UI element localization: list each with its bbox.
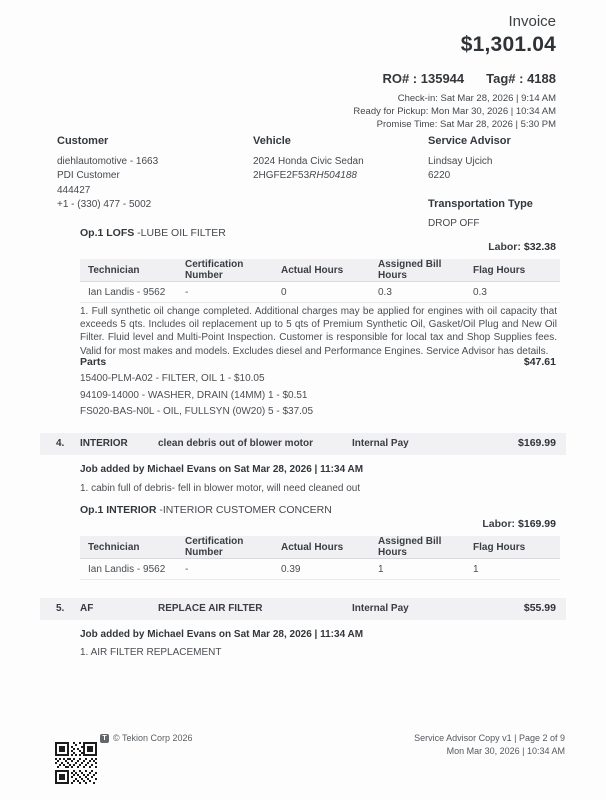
- cell-flag-hours: 0.3: [473, 286, 487, 298]
- job4-description: clean debris out of blower motor: [158, 438, 314, 449]
- cell-certification-number: -: [185, 563, 189, 575]
- job5-code: AF: [80, 603, 94, 614]
- col-assigned-bill-hours: Assigned Bill Hours: [378, 259, 442, 281]
- col-flag-hours: Flag Hours: [473, 541, 526, 553]
- advisor-name: Lindsay Ujcich: [428, 155, 493, 167]
- customer-block: [57, 134, 253, 232]
- job5-amount: $55.99: [523, 602, 556, 614]
- job5-note: 1. AIR FILTER REPLACEMENT: [80, 647, 222, 658]
- job1-technician-table: [80, 259, 560, 303]
- parts-label: Parts: [80, 356, 107, 368]
- advisor-block: [428, 134, 560, 232]
- job4-band: [40, 433, 566, 455]
- parts-header: [80, 356, 556, 368]
- job4-code: INTERIOR: [80, 438, 128, 449]
- vehicle-title: Vehicle: [253, 135, 291, 147]
- advisor-title: Service Advisor: [428, 135, 511, 147]
- table-header-row: [80, 259, 560, 282]
- copyright-line: [100, 733, 193, 743]
- col-actual-hours: Actual Hours: [281, 541, 344, 553]
- tag-number: Tag# : 4188: [486, 71, 556, 86]
- part-line-oil-filter: 15400-PLM-A02 - FILTER, OIL 1 - $10.05: [80, 373, 265, 384]
- vehicle-block: [253, 134, 428, 232]
- customer-name: diehlautomotive - 1663: [57, 155, 159, 167]
- job5-added-by: Job added by Michael Evans on Sat Mar 28, 2026 | 11:34 AM: [80, 629, 364, 640]
- customer-number: 444427: [57, 184, 91, 196]
- job5-pay-type: Internal Pay: [352, 603, 409, 614]
- cell-actual-hours: 0: [281, 286, 287, 298]
- job4-number: 4.: [56, 438, 65, 449]
- op1-lofs-title: Op.1 LOFS -LUBE OIL FILTER: [80, 227, 226, 239]
- part-line-oil: FS020-BAS-N0L - OIL, FULLSYN (0W20) 5 - $37.05: [80, 406, 314, 417]
- col-flag-hours: Flag Hours: [473, 264, 526, 276]
- ready-for-pickup-time: Ready for Pickup: Mon Mar 30, 2026 | 10:34 AM: [353, 106, 556, 118]
- transportation-title: Transportation Type: [428, 197, 533, 210]
- job4-added-by: Job added by Michael Evans on Sat Mar 28, 2026 | 11:34 AM: [80, 464, 364, 475]
- cell-flag-hours: 1: [473, 563, 479, 575]
- parts-amount: $47.61: [523, 356, 556, 368]
- table-row: [80, 559, 560, 580]
- part-line-drain-washer: 94109-14000 - WASHER, DRAIN (14MM) 1 - $0.51: [80, 390, 308, 401]
- col-assigned-bill-hours: Assigned Bill Hours: [378, 536, 442, 558]
- vehicle-model: 2024 Honda Civic Sedan: [253, 155, 364, 167]
- col-technician: Technician: [88, 541, 140, 553]
- col-certification-number: Certification Number: [185, 536, 244, 558]
- vehicle-vin: 2HGFE2F53RH504188: [253, 170, 357, 182]
- col-technician: Technician: [88, 264, 140, 276]
- cell-assigned-bill-hours: 0.3: [378, 286, 392, 298]
- job1-labor-total: Labor: $32.38: [488, 241, 556, 253]
- footer-page-info: [414, 732, 565, 758]
- job4-labor-total: Labor: $169.99: [482, 518, 556, 530]
- print-timestamp: Mon Mar 30, 2026 | 10:34 AM: [446, 746, 565, 756]
- cell-actual-hours: 0.39: [281, 563, 301, 575]
- table-header-row: [80, 536, 560, 559]
- job4-amount: $169.99: [518, 437, 556, 449]
- job4-technician-table: [80, 536, 560, 580]
- ro-number: RO# : 135944: [382, 71, 465, 86]
- job5-number: 5.: [56, 603, 65, 614]
- qr-code: [55, 742, 97, 784]
- op1-interior-title: Op.1 INTERIOR -INTERIOR CUSTOMER CONCERN: [80, 504, 332, 516]
- ro-tag-line: [353, 71, 556, 86]
- table-row: [80, 282, 560, 303]
- promise-time: Promise Time: Sat Mar 28, 2026 | 5:30 PM: [376, 119, 556, 131]
- cell-certification-number: -: [185, 286, 189, 298]
- cell-assigned-bill-hours: 1: [378, 563, 384, 575]
- tekion-logo-icon: T: [100, 734, 109, 743]
- cell-technician: Ian Landis - 9562: [88, 563, 166, 575]
- cell-technician: Ian Landis - 9562: [88, 286, 166, 298]
- qr-code-image: [55, 742, 97, 784]
- col-certification-number: Certification Number: [185, 259, 244, 281]
- checkin-time: Check-in: Sat Mar 28, 2026 | 9:14 AM: [397, 93, 556, 104]
- customer-phone: +1 - (330) 477 - 5002: [57, 199, 152, 211]
- customer-title: Customer: [57, 135, 109, 147]
- col-actual-hours: Actual Hours: [281, 264, 344, 276]
- transportation-value: DROP OFF: [428, 218, 480, 230]
- job5-band: [40, 598, 566, 620]
- invoice-header: [353, 13, 556, 132]
- customer-type: PDI Customer: [57, 170, 120, 182]
- advisor-id: 6220: [428, 170, 451, 182]
- job5-description: REPLACE AIR FILTER: [158, 603, 263, 614]
- copy-version-page: Service Advisor Copy v1 | Page 2 of 9: [414, 733, 565, 743]
- job1-description: 1. Full synthetic oil change completed. Additional charges may be applied for engines with oil capacity that exceeds 5 qts. Includes oil replacement up to 5 qts of Premium Synthetic Oil, Gasket/Oil Plug and New Oil Filter. Fluid level and Multi-Point Inspection. Customer is responsible for local tax and Shop Supplies fees. Valid for most makes and models. Excludes diesel and Performance Engines. Service Advisor has details.: [80, 306, 557, 357]
- copyright-text: © Tekion Corp 2026: [113, 733, 193, 743]
- invoice-label: Invoice: [508, 13, 556, 30]
- transportation-block: [428, 197, 560, 232]
- job4-pay-type: Internal Pay: [352, 438, 409, 449]
- job4-note: 1. cabin full of debris- fell in blower motor, will need cleaned out: [80, 483, 361, 494]
- invoice-total: $1,301.04: [460, 33, 556, 56]
- info-section: [57, 134, 560, 232]
